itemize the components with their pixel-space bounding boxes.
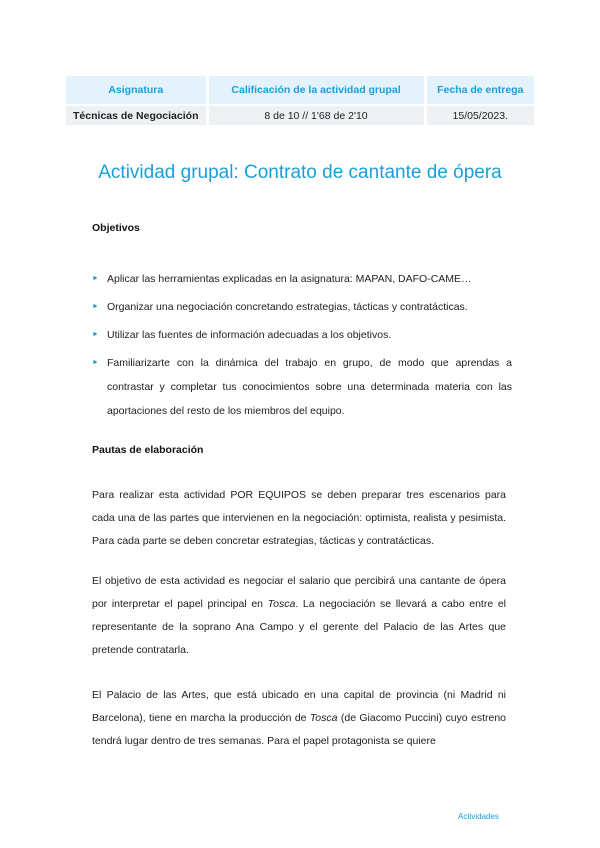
- triangle-bullet-icon: ►: [92, 331, 99, 338]
- triangle-bullet-icon: ►: [92, 359, 99, 366]
- list-item: [92, 351, 512, 423]
- guidelines-paragraph-3: [92, 684, 506, 753]
- list-item-text: Organizar una negociación concretando estrategias, tácticas y contratácticas.: [107, 301, 468, 313]
- page-title: Actividad grupal: Contrato de cantante de ópera: [98, 162, 502, 183]
- column-header-grade: Calificación de la actividad grupal: [207, 76, 425, 105]
- cell-grade: 8 de 10 // 1'68 de 2'10: [207, 105, 425, 125]
- objectives-list: [92, 267, 512, 427]
- footer-label: Actividades: [458, 812, 499, 821]
- opera-title-italic: Tosca: [267, 598, 296, 610]
- list-item-text: Utilizar las fuentes de información adecuadas a los objetivos.: [107, 329, 392, 341]
- cell-due-date: 15/05/2023.: [425, 105, 534, 125]
- list-item: [92, 295, 512, 319]
- paragraph-text: . La negociación se llevará a cabo entre el representante de la soprano Ana Campo y el gerente del Palacio de las Artes que pretende contratarla.: [92, 598, 506, 656]
- paragraph-text: El Palacio de las Artes, que está ubicado en una capital de provincia (ni Madrid ni Barcelona), tiene en marcha la producción de: [92, 689, 506, 724]
- triangle-bullet-icon: ►: [92, 275, 99, 282]
- opera-title-italic: Tosca: [309, 712, 338, 724]
- column-header-due-date: Fecha de entrega: [425, 76, 534, 105]
- list-item-text: Aplicar las herramientas explicadas en la asignatura: MAPAN, DAFO-CAME…: [107, 273, 472, 285]
- guidelines-paragraph-1: Para realizar esta actividad POR EQUIPOS se deben preparar tres escenarios para cada una de las partes que intervienen en la negociación: optimista, realista y pesimista. Para cada parte se deben concretar estrategias, tácticas y contratácticas.: [92, 489, 506, 547]
- paragraph-text: (de Giacomo Puccini) cuyo estreno tendrá lugar dentro de tres semanas. Para el papel protagonista se quiere: [92, 712, 507, 747]
- cell-subject: Técnicas de Negociación: [66, 105, 207, 125]
- guidelines-paragraph-2: [92, 570, 506, 662]
- paragraph-text: El objetivo de esta actividad es negociar el salario que percibirá una cantante de ópera por interpretar el papel principal en: [92, 575, 506, 610]
- list-item-text: Familiarizarte con la dinámica del trabajo en grupo, de modo que aprendas a contrastar y completar tus conocimientos sobre una determinada materia con las aportaciones del resto de los miembros del equipo.: [107, 357, 512, 417]
- triangle-bullet-icon: ►: [92, 303, 99, 310]
- guidelines-heading: Pautas de elaboración: [92, 444, 204, 456]
- list-item: [92, 323, 512, 347]
- column-header-subject: Asignatura: [66, 76, 207, 105]
- header-info-table: [66, 76, 534, 125]
- list-item: [92, 267, 512, 291]
- objectives-heading: Objetivos: [92, 222, 140, 234]
